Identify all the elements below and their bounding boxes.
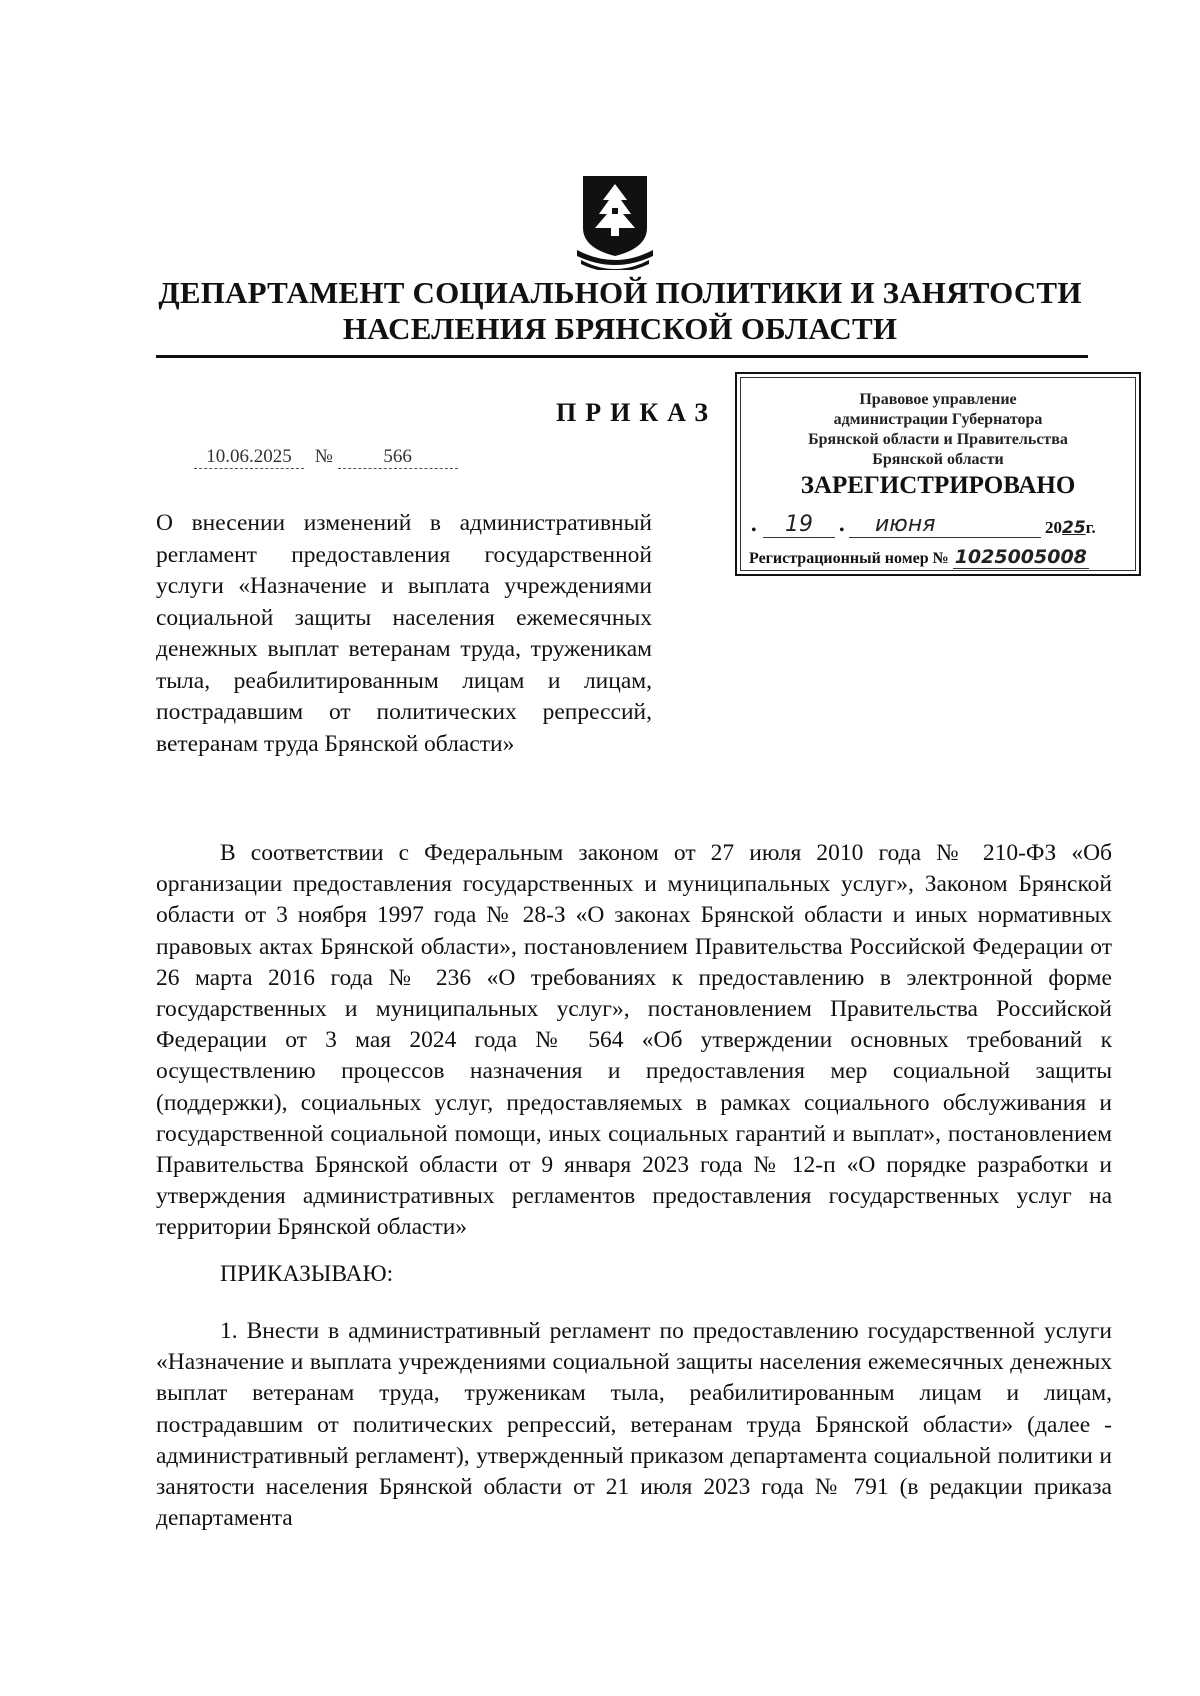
order-item-1: 1. Внести в административный регламент по предоставлению государственной услуги «Назначение и выплата учреждениями социальной защиты населения ежемесячных денежных выплат ветеранам труда, труженикам тыла, реабилитированным лицам и лицам, пострадавшим от политических репрессий, ветеранам труда Брянской области» (далее - административный регламент), утвержденный приказом департамента социальной политики и занятости населения Брянской области от 21 июля 2023 года № 791 (в редакции приказа департамента <box>156 1318 1112 1532</box>
stamp-year-unit: г. <box>1085 518 1096 537</box>
header-divider <box>156 355 1088 358</box>
order-subject: О внесении изменений в административный регламент предоставления государственной услуги «Назначение и выплата учреждениями социальной защиты населения ежемесячных денежных выплат ветеранам труда, труженикам тыла, реабилитированным лицам и лицам, пострадавшим от политических репрессий, ветеранам труда Брянской области» <box>156 510 652 757</box>
stamp-status: ЗАРЕГИСТРИРОВАНО <box>800 472 1076 499</box>
stamp-year-suffix: 25 <box>1062 518 1086 538</box>
stamp-line1: Правовое управление <box>859 391 1017 408</box>
stamp-day: 19 <box>763 512 835 538</box>
order-word: ПРИКАЗЫВАЮ: <box>220 1261 394 1287</box>
stamp-dot: • <box>839 522 845 539</box>
registration-stamp <box>735 372 1141 576</box>
order-date: 10.06.2025 <box>194 446 304 469</box>
org-name-line2: НАСЕЛЕНИЯ БРЯНСКОЙ ОБЛАСТИ <box>342 311 898 346</box>
stamp-line3: Брянской области и Правительства <box>808 431 1068 448</box>
number-sign: № <box>314 446 333 467</box>
stamp-reg-label: Регистрационный номер № <box>749 550 949 567</box>
stamp-year-prefix: 20 <box>1045 518 1062 537</box>
preamble-paragraph: В соответствии с Федеральным законом от 27 июля 2010 года № 210-ФЗ «Об организации предоставления государственных и муниципальных услуг», Законом Брянской области от 3 ноября 1997 года № 28-З «О законах Брянской области и иных нормативных правовых актах Брянской области», постановлением Правительства Российской Федерации от 26 марта 2016 года № 236 «О требованиях к предоставлению в электронной форме государственных и муниципальных услуг», постановлением Правительства Российской Федерации от 3 мая 2024 года № 564 «Об утверждении основных требований к осуществлению процессов назначения и предоставления мер социальной защиты (поддержки), социальных услуг, предоставляемых в рамках социального обслуживания и государственной социальной помощи, иных социальных гарантий и выплат», постановлением Правительства Брянской области от 9 января 2023 года № 12-п «О порядке разработки и утверждения административных регламентов предоставления государственных услуг на территории Брянской области» <box>156 840 1112 1241</box>
order-number: 566 <box>338 446 458 469</box>
stamp-month: июня <box>849 512 1041 538</box>
stamp-dot: • <box>751 522 757 539</box>
stamp-year <box>1045 518 1096 538</box>
stamp-line2: администрации Губернатора <box>833 411 1043 428</box>
stamp-registration-number-row <box>749 546 1089 568</box>
stamp-line4: Брянской области <box>872 451 1004 468</box>
document-type-title: ПРИКАЗ <box>556 398 718 427</box>
stamp-date-row <box>749 512 1139 542</box>
stamp-inner-border <box>740 377 1136 571</box>
coat-of-arms-emblem <box>575 170 655 270</box>
stamp-reg-number: 1025005008 <box>954 546 1087 568</box>
date-number-line <box>194 446 458 469</box>
org-name-line1: ДЕПАРТАМЕНТ СОЦИАЛЬНОЙ ПОЛИТИКИ И ЗАНЯТОСТИ <box>158 275 1082 310</box>
